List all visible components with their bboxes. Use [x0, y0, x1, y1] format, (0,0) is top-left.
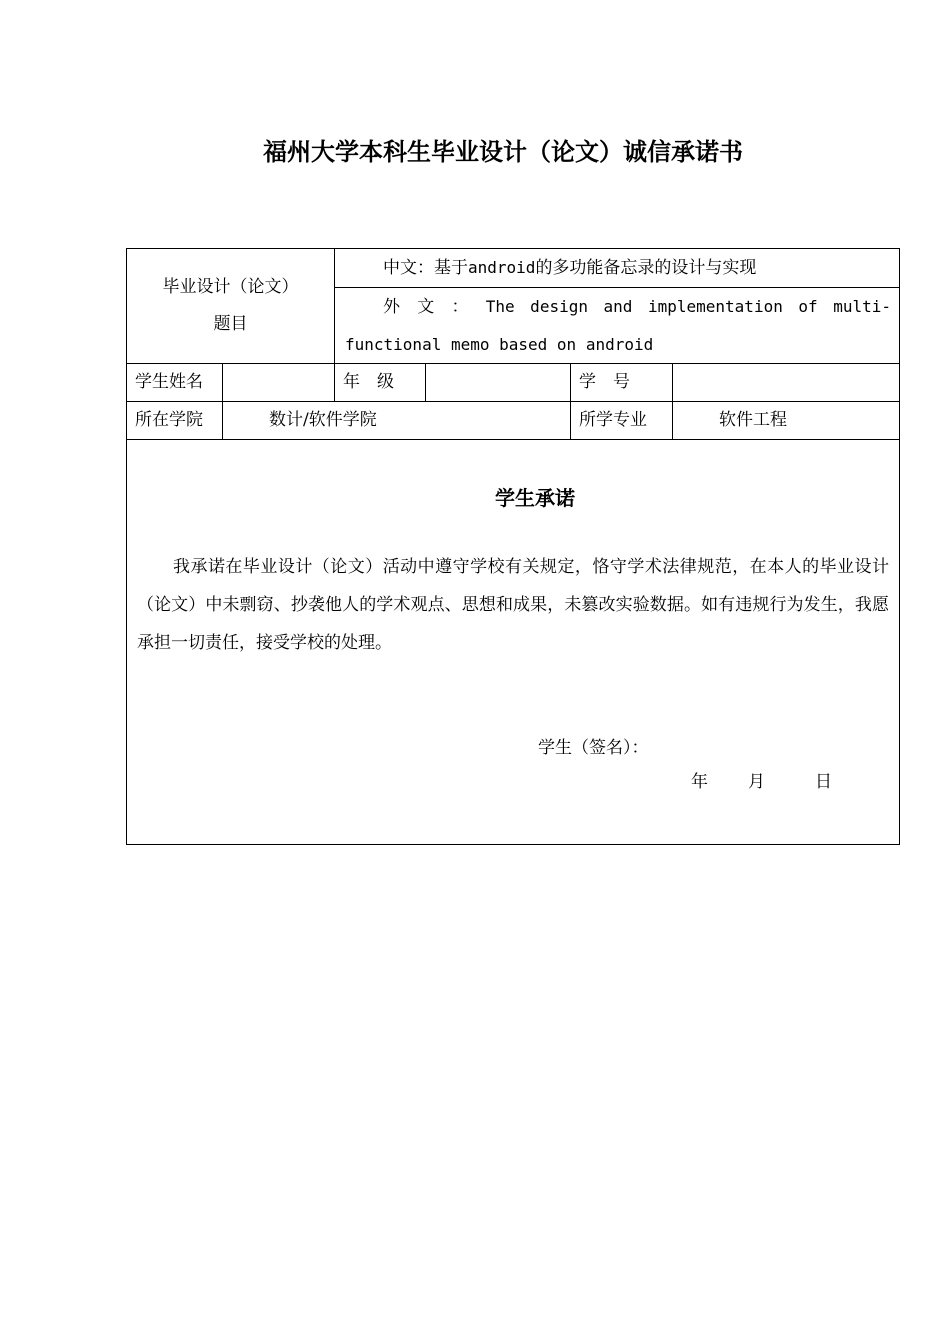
foreign-title-line1: The design and implementation of multi-: [485, 297, 892, 316]
topic-label-line2: 题目: [213, 314, 248, 334]
college-label: 所在学院: [127, 402, 223, 440]
promise-heading: 学生承诺: [495, 486, 575, 510]
cn-title-cell[interactable]: [335, 249, 900, 288]
signature-field[interactable]: 学生（签名）：: [538, 738, 649, 758]
promise-section: [127, 440, 900, 845]
topic-label-cell: [127, 249, 335, 364]
grade-label: 年 级: [335, 364, 426, 402]
student-name-field[interactable]: [223, 364, 335, 402]
cn-title-prefix: 中文：基于: [383, 258, 468, 278]
student-name-label: 学生姓名: [127, 364, 223, 402]
student-id-label: 学 号: [571, 364, 673, 402]
foreign-title-cell[interactable]: [335, 288, 900, 364]
major-label: 所学专业: [571, 402, 673, 440]
cn-title-en: android: [468, 258, 536, 277]
info-table: [126, 248, 900, 845]
cn-title-suffix: 的多功能备忘录的设计与实现: [535, 258, 757, 278]
grade-field[interactable]: [426, 364, 571, 402]
student-id-field[interactable]: [673, 364, 900, 402]
foreign-title-first-line: [345, 288, 891, 326]
topic-label-line1: 毕业设计（论文）: [162, 277, 299, 297]
date-year: 年: [691, 772, 708, 792]
foreign-title-line2: functional memo based on android: [345, 335, 654, 354]
college-value[interactable]: 数计/软件学院: [223, 402, 571, 440]
date-field[interactable]: [691, 764, 832, 801]
date-day: 日: [815, 772, 832, 792]
major-value[interactable]: 软件工程: [673, 402, 900, 440]
promise-body: 我承诺在毕业设计（论文）活动中遵守学校有关规定，恪守学术法律规范，在本人的毕业设计（论文）中未剽窃、抄袭他人的学术观点、思想和成果，未篡改实验数据。如有违规行为发生，我愿承担一切责任，接受学校的处理。: [137, 557, 889, 653]
page-title: 福州大学本科生毕业设计（论文）诚信承诺书: [263, 138, 743, 166]
foreign-label: 外 文 ：: [383, 297, 475, 317]
date-month: 月: [748, 772, 765, 792]
